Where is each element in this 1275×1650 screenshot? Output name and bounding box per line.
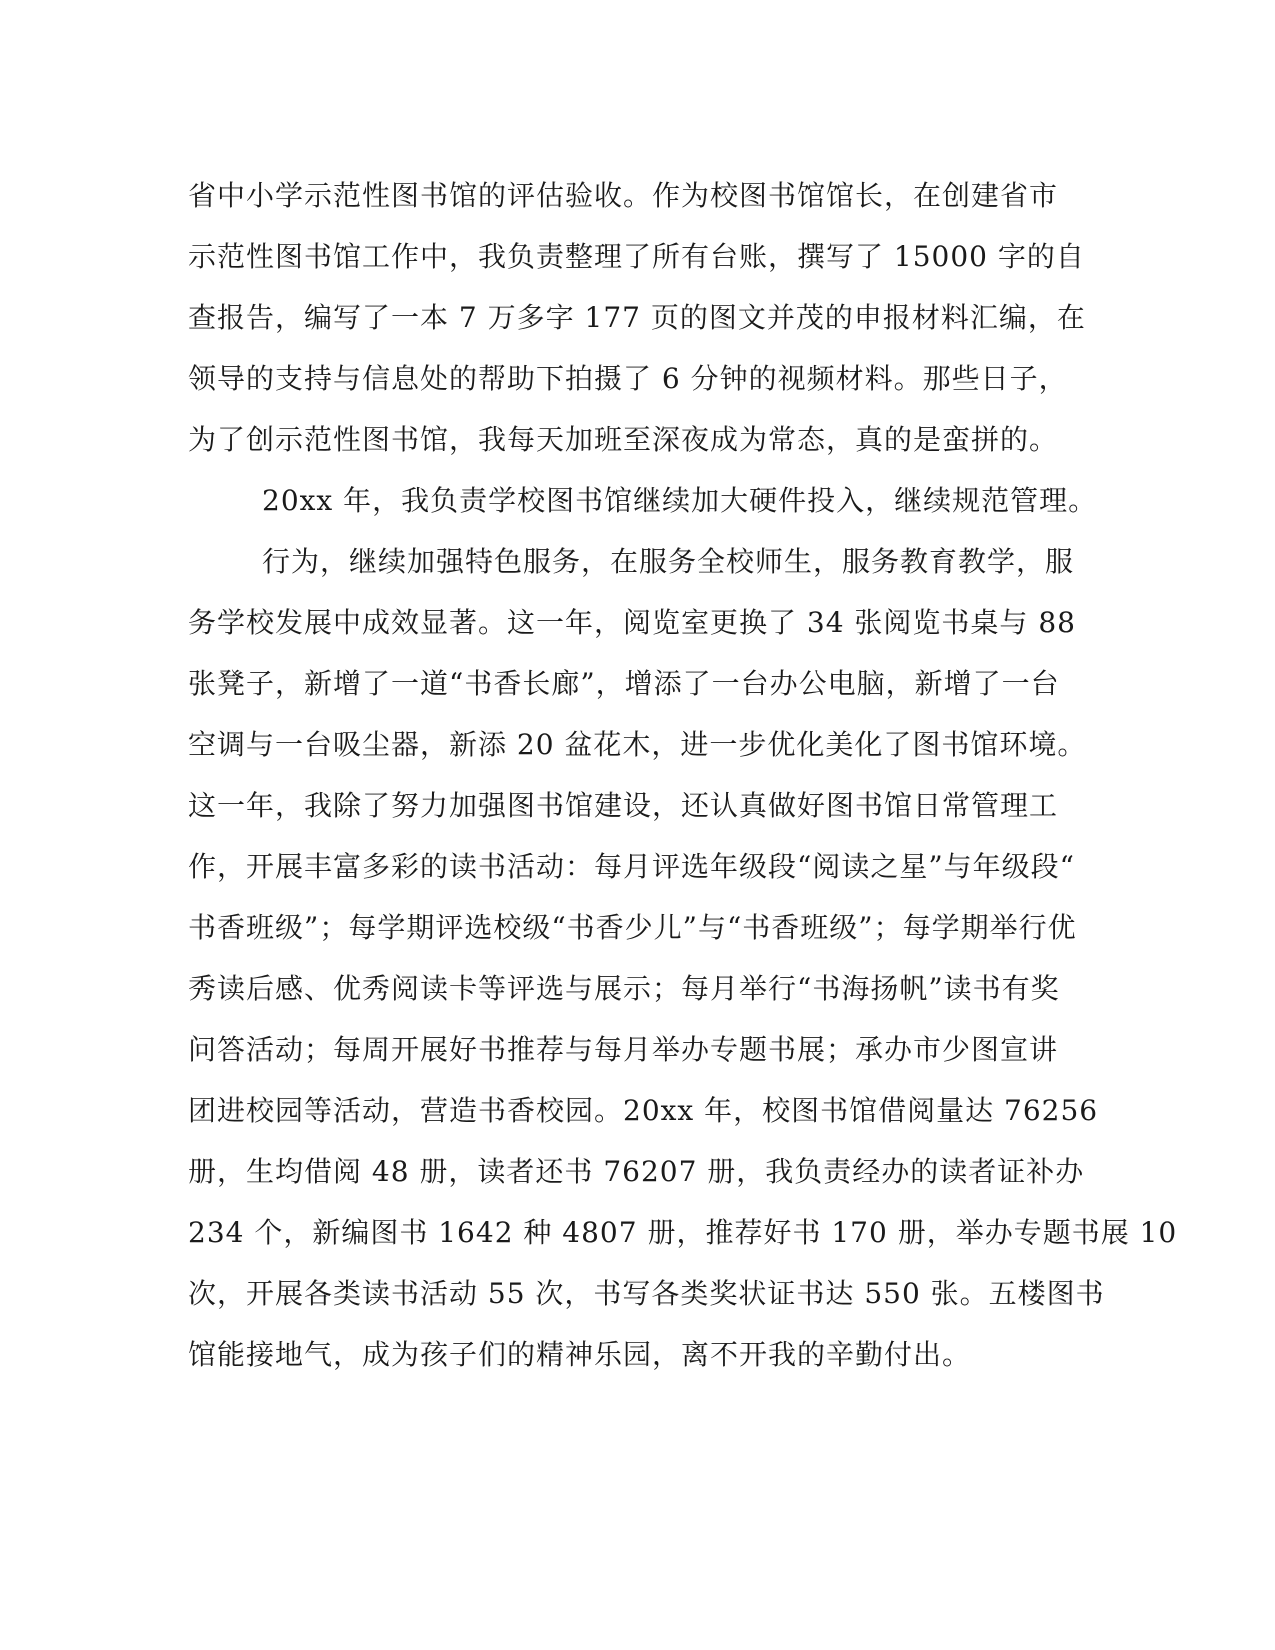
body-text	[188, 165, 1178, 1385]
text-line: 书香班级”；每学期评选校级“书香少儿”与“书香班级”；每学期举行优	[188, 911, 1077, 944]
text-line: 省中小学示范性图书馆的评估验收。作为校图书馆馆长，在创建省市	[188, 179, 1059, 212]
text-line: 团进校园等活动，营造书香校园。20xx 年，校图书馆借阅量达 76256	[188, 1094, 1099, 1127]
text-line: 秀读后感、优秀阅读卡等评选与展示；每月举行“书海扬帆”读书有奖	[188, 972, 1060, 1005]
text-line: 这一年，我除了努力加强图书馆建设，还认真做好图书馆日常管理工	[188, 789, 1059, 822]
text-line: 示范性图书馆工作中，我负责整理了所有台账，撰写了 15000 字的自	[188, 240, 1085, 273]
text-line: 空调与一台吸尘器，新添 20 盆花木，进一步优化美化了图书馆环境。	[188, 728, 1087, 761]
text-line: 张凳子，新增了一道“书香长廊”，增添了一台办公电脑，新增了一台	[188, 667, 1060, 700]
text-line: 作，开展丰富多彩的读书活动：每月评选年级段“阅读之星”与年级段“	[188, 850, 1075, 883]
text-line: 234 个，新编图书 1642 种 4807 册，推荐好书 170 册，举办专题书展 10	[188, 1216, 1178, 1249]
text-line: 查报告，编写了一本 7 万多字 177 页的图文并茂的申报材料汇编，在	[188, 301, 1086, 334]
text-line: 领导的支持与信息处的帮助下拍摄了 6 分钟的视频材料。那些日子，	[188, 362, 1068, 395]
paragraph-start-line: 行为，继续加强特色服务，在服务全校师生，服务教育教学，服	[262, 545, 1075, 578]
text-line: 为了创示范性图书馆，我每天加班至深夜成为常态，真的是蛮拼的。	[188, 423, 1059, 456]
text-line: 次，开展各类读书活动 55 次，书写各类奖状证书达 550 张。五楼图书	[188, 1277, 1105, 1310]
text-line: 馆能接地气，成为孩子们的精神乐园，离不开我的辛勤付出。	[188, 1338, 972, 1371]
text-line: 问答活动；每周开展好书推荐与每月举办专题书展；承办市少图宣讲	[188, 1033, 1059, 1066]
text-line: 册，生均借阅 48 册，读者还书 76207 册，我负责经办的读者证补办	[188, 1155, 1085, 1188]
text-line: 务学校发展中成效显著。这一年，阅览室更换了 34 张阅览书桌与 88	[188, 606, 1076, 639]
paragraph-start-line: 20xx 年，我负责学校图书馆继续加大硬件投入，继续规范管理。	[262, 484, 1098, 517]
